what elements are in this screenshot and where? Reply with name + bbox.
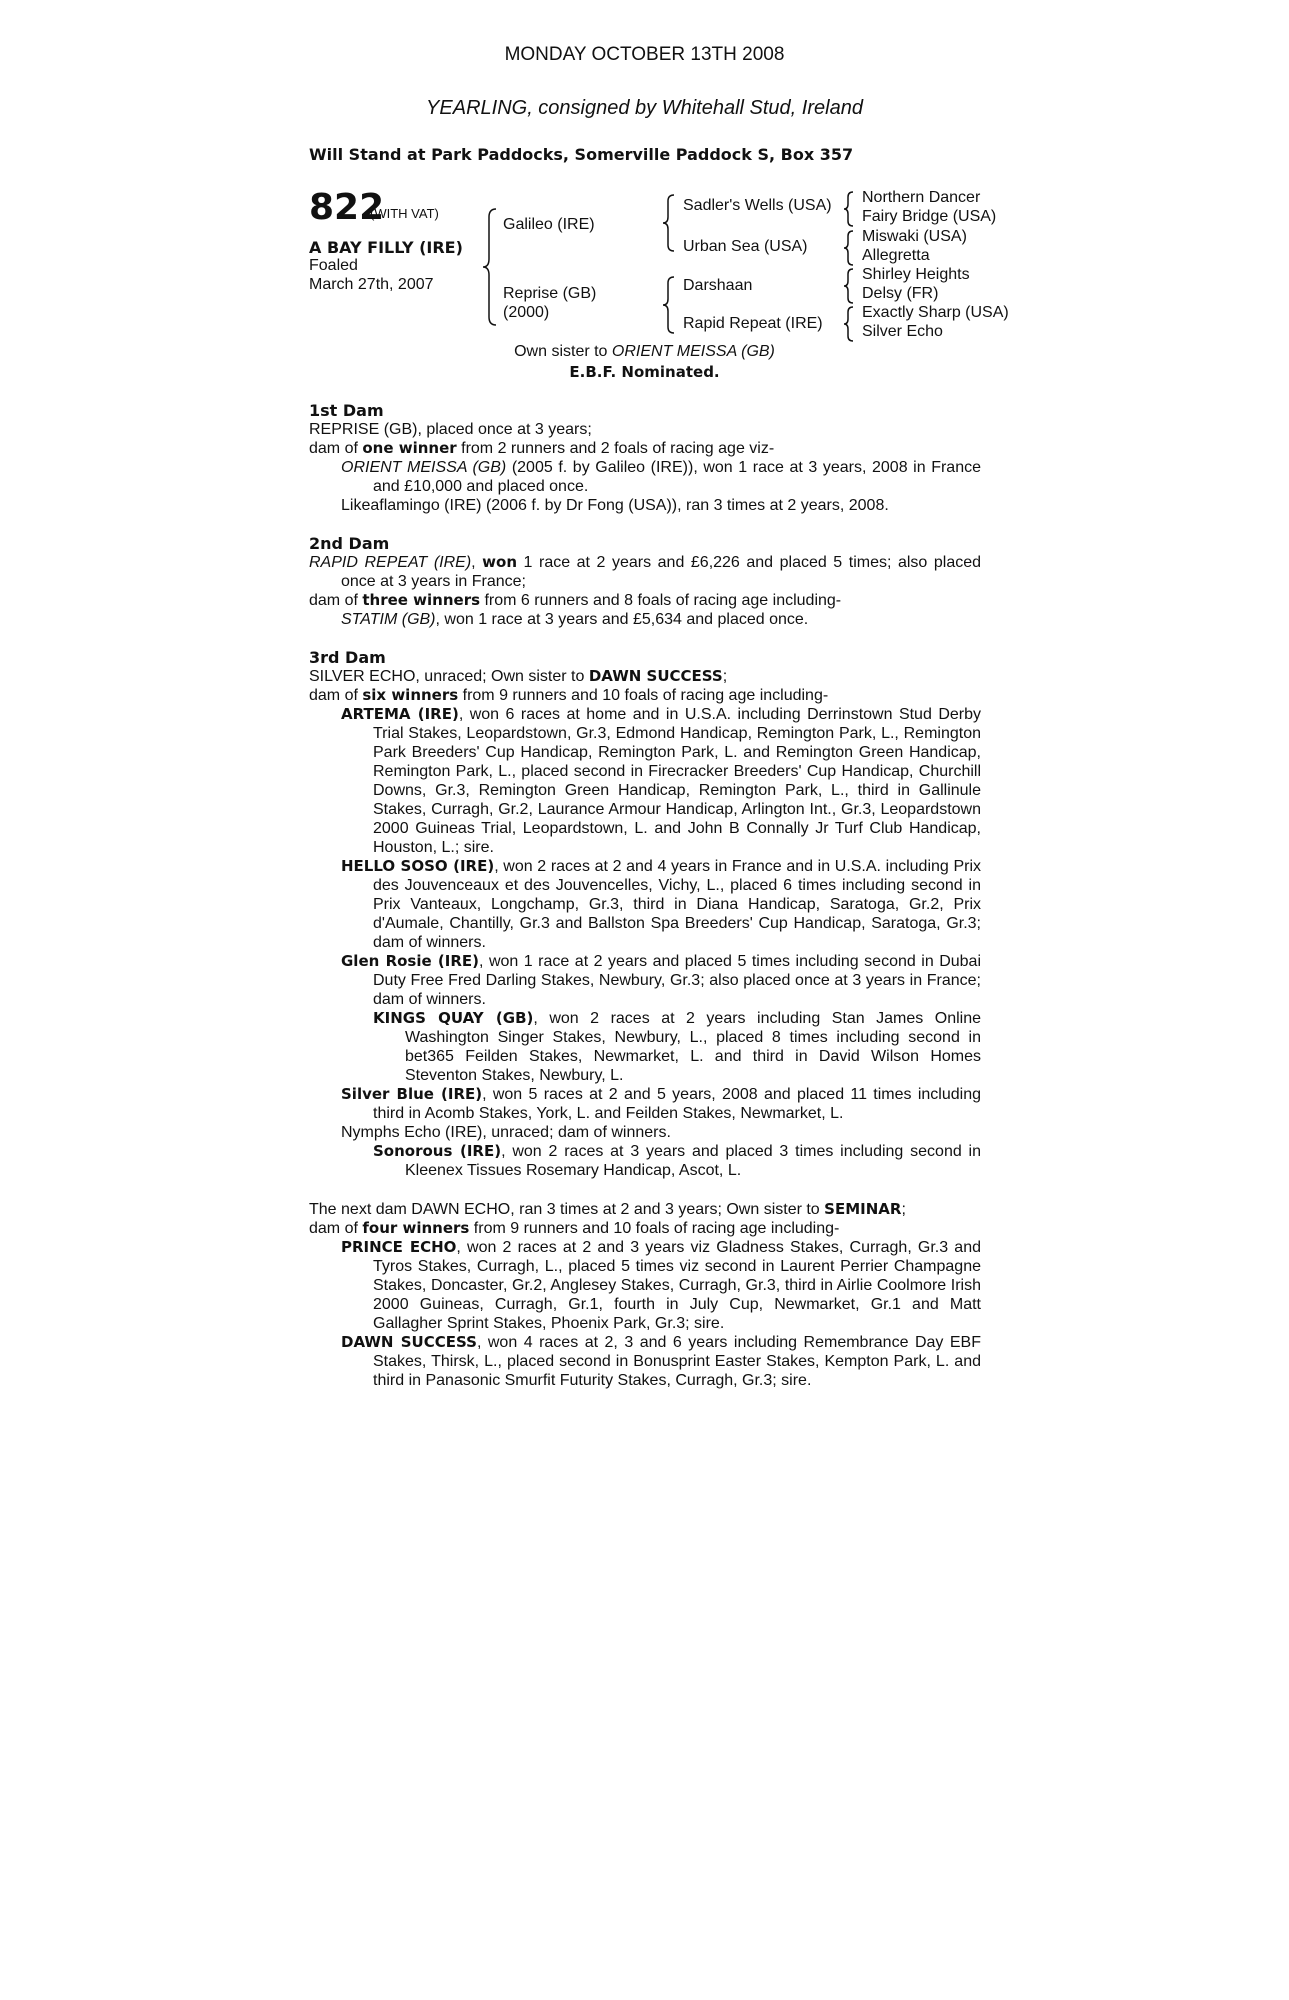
progeny-text: , won 5 races at 2 and 5 years, 2008 and placed 11 times including third in Acomb Stakes, York, L. and Feilden Stakes, Newmarket, L. [373,1086,981,1122]
foaled-label: Foaled [309,257,358,274]
progeny-entry [309,1142,981,1180]
progeny-name: Sonorous (IRE) [373,1142,502,1160]
own-sister-note [0,343,1289,361]
progeny-entry [309,705,981,857]
progeny-entry [309,610,981,629]
pedigree-g3-1: Northern Dancer [862,189,981,206]
text-span: ; [901,1201,906,1218]
first-dam-heading: 1st Dam [309,401,384,420]
progeny-name: HELLO SOSO (IRE) [341,857,495,875]
pedigree-brace-g4 [843,305,855,343]
progeny-entry [309,1238,981,1333]
sibling-name: DAWN SUCCESS [588,667,723,685]
foaled-date: March 27th, 2007 [309,276,434,293]
pedigree-g3-3: Miswaki (USA) [862,228,967,245]
progeny-text: , won 1 race at 3 years and £5,634 and placed once. [435,611,809,628]
pedigree-g3-8: Silver Echo [862,323,943,340]
progeny-text: , won 2 races at 2 years including Stan James Online Washington Singer Stakes, Newbury, L., placed 8 times including second in bet365 Feilden Stakes, Newmarket, L. and third in David Wilson Homes Steventon Stakes, Newbury, L. [405,1010,981,1084]
pedigree-sire-dam: Urban Sea (USA) [683,238,808,255]
pedigree-brace-gen1 [482,207,498,327]
first-dam-produce [309,439,981,458]
consignment-line: YEARLING, consigned by Whitehall Stud, Ireland [426,97,863,119]
horse-name: A BAY FILLY (IRE) [309,238,463,257]
next-dam-produce [309,1219,981,1238]
progeny-name: PRINCE ECHO [341,1238,457,1256]
progeny-text: , won 6 races at home and in U.S.A. including Derrinstown Stud Derby Trial Stakes, Leopardstown, Gr.3, Edmond Handicap, Remington Park, L., Remington Park Breeders' Cup Handicap, Remington Park, L. and Remington Green Handicap, Remington Park, L., placed second in Firecracker Breeders' Cup Handicap, Churchill Downs, Gr.3, Remington Green Handicap, Remington Park, L., third in Gallinule Stakes, Curragh, Gr.2, Laurance Armour Handicap, Arlington Int., Gr.3, Leopardstown 2000 Guineas Trial, Leopardstown, L. and John B Connally Jr Turf Club Handicap, Houston, L.; sire. [373,706,981,856]
third-dam-line [309,667,981,686]
own-sister-name: ORIENT MEISSA (GB) [611,343,775,360]
first-dam-section [309,401,981,515]
winners-count: one winner [362,439,457,457]
progeny-entry [309,1009,981,1085]
pedigree-g3-5: Shirley Heights [862,266,970,283]
pedigree-brace-g3 [843,267,855,305]
text-span: dam of [309,592,363,609]
text-span: The next dam DAWN ECHO, ran 3 times at 2 and 3 years; Own sister to [309,1201,825,1218]
progeny-name: KINGS QUAY (GB) [373,1009,534,1027]
progeny-name: STATIM (GB) [341,611,436,628]
text-span: from 9 runners and 10 foals of racing age including- [458,687,829,704]
pedigree-brace-g2 [843,229,855,267]
text-span: ; [722,668,728,685]
second-dam-line [309,553,981,591]
progeny-text: (2005 f. by Galileo (IRE)), won 1 race at 3 years, 2008 in France and £10,000 and placed once. [373,459,981,495]
pedigree-dam-sire: Darshaan [683,277,753,294]
pedigree-g3-6: Delsy (FR) [862,285,939,302]
next-dam-section [309,1200,981,1390]
pedigree-brace-dam [662,275,676,335]
text-span: SILVER ECHO, unraced; Own sister to [309,668,589,685]
stand-location: Will Stand at Park Paddocks, Somerville Paddock S, Box 357 [309,145,854,164]
text-span: dam of [309,1220,363,1237]
pedigree-g3-7: Exactly Sharp (USA) [862,304,1009,321]
progeny-entry: Nymphs Echo (IRE), unraced; dam of winners. [341,1124,671,1141]
text-span: from 2 runners and 2 foals of racing age viz- [456,440,775,457]
pedigree-dam: Reprise (GB) [503,285,597,302]
progeny-entry [309,952,981,1009]
vat-note: (WITH VAT) [370,206,439,221]
pedigree-g3-4: Allegretta [862,247,930,264]
third-dam-heading: 3rd Dam [309,648,386,667]
third-dam-section [309,648,981,1180]
next-dam-line [309,1200,981,1219]
winners-count: six winners [362,686,459,704]
sale-date: MONDAY OCTOBER 13TH 2008 [504,44,785,65]
first-dam-line: REPRISE (GB), placed once at 3 years; [309,421,592,438]
pedigree-sire-sire: Sadler's Wells (USA) [683,197,832,214]
text-span: from 9 runners and 10 foals of racing age including- [469,1220,840,1237]
sibling-name: SEMINAR [824,1200,902,1218]
pedigree-g3-2: Fairy Bridge (USA) [862,208,997,225]
progeny-text: , won 2 races at 3 years and placed 3 times including second in Kleenex Tissues Rosemary Handicap, Ascot, L. [405,1143,982,1179]
progeny-text: , won 2 races at 2 and 3 years viz Gladness Stakes, Curragh, Gr.3 and Tyros Stakes, Curragh, L., placed 5 times viz second in Laurent Perrier Champagne Stakes, Doncaster, Gr.2, Anglesey Stakes, Curragh, Gr.3, third in Airlie Coolmore Irish 2000 Guineas, Curragh, Gr.1, fourth in July Cup, Newmarket, Gr.1 and Matt Gallagher Sprint Stakes, Phoenix Park, Gr.3; sire. [373,1239,981,1332]
ebf-note: E.B.F. Nominated. [569,363,720,381]
text-span: , [471,554,483,571]
progeny-name: ARTEMA (IRE) [341,705,459,723]
text-span: dam of [309,440,363,457]
text-span: from 6 runners and 8 foals of racing age including- [480,592,842,609]
second-dam-produce [309,591,981,610]
progeny-name: Glen Rosie (IRE) [341,952,480,970]
pedigree-dam-year: (2000) [503,304,550,321]
pedigree-brace-sire [662,193,676,253]
winners-count: three winners [362,591,481,609]
winners-count: four winners [362,1219,470,1237]
pedigree-sire: Galileo (IRE) [503,216,595,233]
pedigree-dam-dam: Rapid Repeat (IRE) [683,315,823,332]
progeny-entry [309,1333,981,1390]
text-span: dam of [309,687,363,704]
own-sister-prefix: Own sister to [514,343,612,360]
progeny-text: , won 1 race at 2 years and placed 5 times including second in Dubai Duty Free Fred Darling Stakes, Newbury, Gr.3; also placed once at 3 years in France; dam of winners. [373,953,982,1008]
progeny-text: , won 2 races at 2 and 4 years in France and in U.S.A. including Prix des Jouvenceaux et des Jouvencelles, Vichy, L., placed 6 times including second in Prix Vanteaux, Longchamp, Gr.3, third in Diana Handicap, Saratoga, Gr.2, Prix d'Aumale, Chantilly, Gr.3 and Ballston Spa Breeders' Cup Handicap, Saratoga, Gr.3; dam of winners. [373,858,981,951]
progeny-entry [309,458,981,496]
third-dam-produce [309,686,981,705]
progeny-name: ORIENT MEISSA (GB) [341,459,507,476]
progeny-name: DAWN SUCCESS [341,1333,477,1351]
lot-number: 822 [309,187,385,228]
progeny-name: Silver Blue (IRE) [341,1085,483,1103]
dam-name: RAPID REPEAT (IRE) [309,554,472,571]
progeny-entry: Likeaflamingo (IRE) (2006 f. by Dr Fong (USA)), ran 3 times at 2 years, 2008. [341,497,889,514]
progeny-text: , won 4 races at 2, 3 and 6 years including Remembrance Day EBF Stakes, Thirsk, L., placed second in Bonusprint Easter Stakes, Kempton Park, L. and third in Panasonic Smurfit Futurity Stakes, Curragh, Gr.3; sire. [373,1334,982,1389]
second-dam-heading: 2nd Dam [309,534,390,553]
second-dam-section [309,534,981,629]
pedigree-brace-g1 [843,190,855,228]
progeny-entry [309,857,981,952]
won-label: won [482,553,517,571]
progeny-entry [309,1085,981,1123]
text-span: 1 race at 2 years and £6,226 and placed 5 times; also placed once at 3 years in France; [341,554,982,590]
